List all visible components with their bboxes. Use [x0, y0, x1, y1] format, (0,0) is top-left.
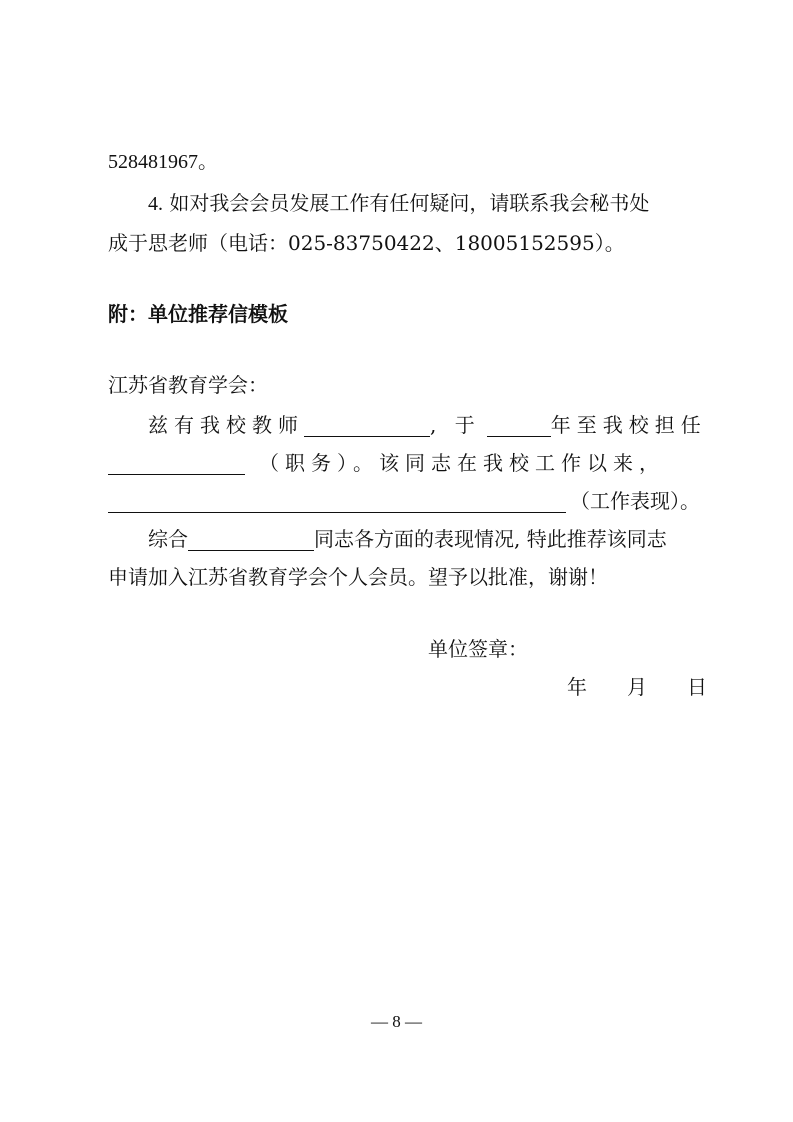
seal-label: 单位签章： — [428, 637, 528, 661]
letter-p3-text-a: （工作表现）。 — [570, 489, 700, 513]
letter-paragraph-1 — [148, 413, 707, 437]
letter-p1-text-b: , 于 — [430, 413, 481, 437]
item-4-line-2: 成于思老师（电话：025-83750422、18005152595）。 — [108, 231, 625, 255]
letter-paragraph-5: 申请加入江苏省教育学会个人会员。望予以批准，谢谢！ — [108, 565, 608, 589]
performance-blank[interactable] — [108, 492, 566, 513]
letter-p2-text-a: （职务）。该同志在我校工作以来， — [259, 451, 665, 475]
page-number: — 8 — — [371, 1012, 422, 1031]
letter-salutation: 江苏省教育学会： — [108, 373, 268, 397]
letter-date: 年 月 日 — [567, 675, 707, 699]
comprehensive-name-blank[interactable] — [188, 530, 314, 551]
item-4-number: 4. — [148, 193, 163, 215]
teacher-name-blank[interactable] — [304, 416, 430, 437]
letter-paragraph-3 — [108, 489, 700, 513]
letter-p1-text-c: 年至我校担任 — [550, 413, 707, 437]
paragraph-tail: 528481967。 — [108, 151, 218, 173]
letter-paragraph-4 — [148, 527, 667, 551]
attachment-title: 附：单位推荐信模板 — [108, 302, 288, 326]
item-4-line-1 — [148, 191, 649, 216]
start-year-blank[interactable] — [487, 416, 551, 437]
position-blank[interactable] — [108, 454, 245, 475]
letter-paragraph-2 — [108, 451, 665, 475]
letter-p4-text-b: 同志各方面的表现情况, 特此推荐该同志 — [314, 527, 667, 551]
item-4-text-1: 如对我会会员发展工作有任何疑问，请联系我会秘书处 — [169, 191, 650, 215]
letter-p1-text-a: 兹有我校教师 — [148, 413, 304, 437]
letter-p4-text-a: 综合 — [148, 527, 188, 551]
